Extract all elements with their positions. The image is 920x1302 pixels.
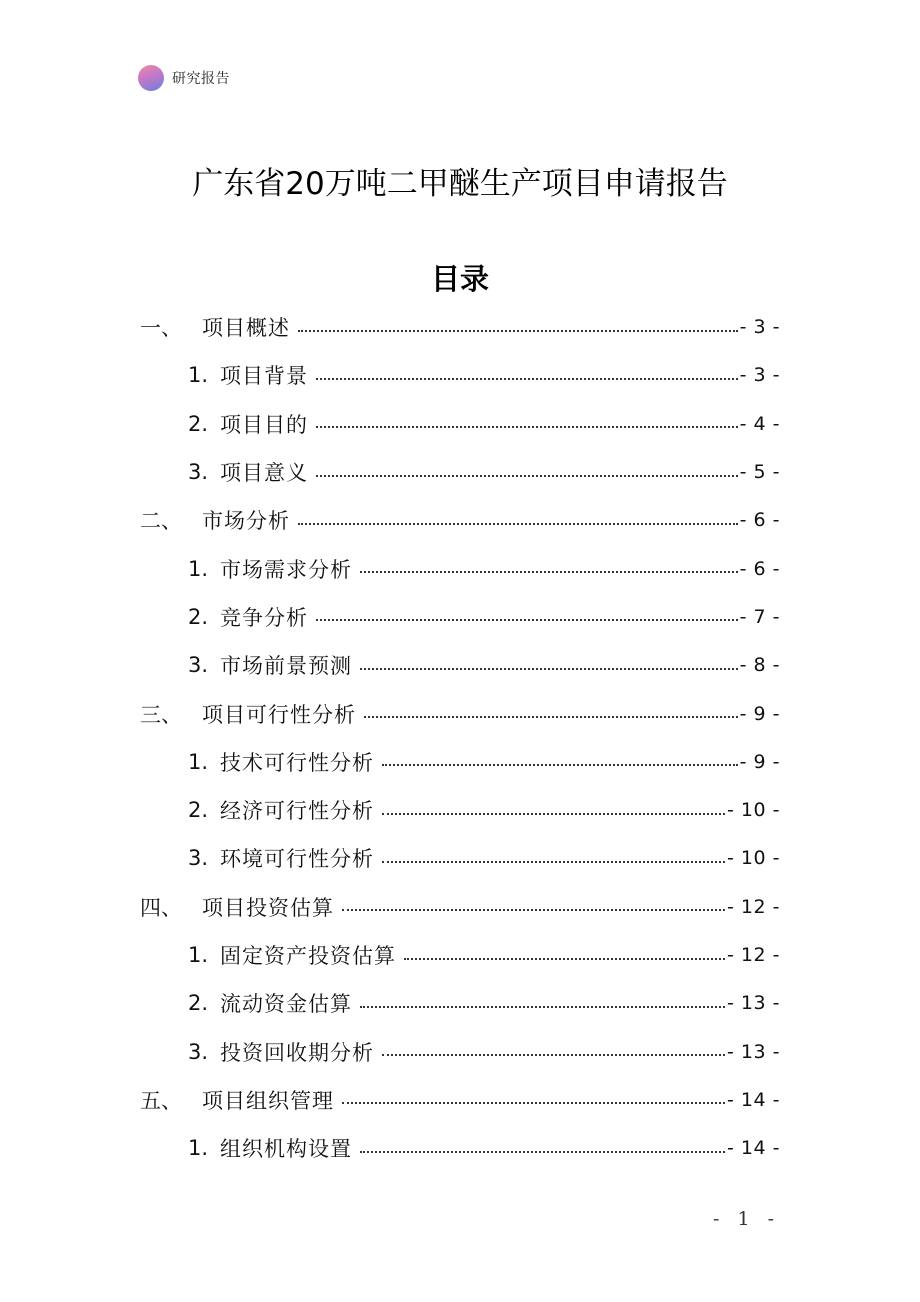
dot-leader: [316, 378, 738, 380]
toc-entry-label: 经济可行性分析: [220, 799, 374, 824]
toc-entry-page: - 7 -: [739, 605, 780, 628]
toc-entry-number: 三、: [140, 702, 182, 727]
dot-leader: [316, 475, 738, 477]
toc-entry[interactable]: [140, 738, 780, 786]
toc-entry-label: 投资回收期分析: [220, 1040, 374, 1065]
toc-entry[interactable]: [140, 834, 780, 882]
page-header: [138, 64, 230, 92]
dot-leader: [316, 619, 738, 621]
dot-leader: [360, 571, 738, 573]
toc-entry-page: - 8 -: [739, 654, 780, 677]
toc-entry[interactable]: [140, 1027, 780, 1075]
dot-leader: [342, 909, 725, 911]
toc-entry-number: 1.: [188, 1136, 209, 1161]
toc-entry-page: - 6 -: [739, 509, 780, 532]
toc-entry-number: 1.: [188, 556, 209, 581]
dot-leader: [298, 330, 738, 332]
toc-entry-number: 3.: [188, 846, 209, 871]
toc-entry[interactable]: [140, 496, 780, 544]
toc-entry-page: - 10 -: [727, 847, 780, 870]
toc-entry-number: 2.: [188, 604, 209, 629]
toc-entry-label: 项目目的: [220, 412, 308, 437]
toc-entry[interactable]: [140, 786, 780, 834]
toc-entry[interactable]: [140, 883, 780, 931]
toc-entry-number: 2.: [188, 798, 209, 823]
toc-entry-page: - 6 -: [739, 557, 780, 580]
toc-entry-label: 组织机构设置: [220, 1137, 352, 1162]
toc-entry[interactable]: [140, 689, 780, 737]
toc-entry-label: 项目概述: [202, 316, 290, 341]
dot-leader: [298, 523, 738, 525]
toc-entry-number: 1.: [188, 943, 209, 967]
dot-leader: [342, 1102, 725, 1104]
toc-entry-number: 3.: [188, 1039, 209, 1064]
toc-entry-number: 1.: [188, 363, 209, 388]
dot-leader: [316, 426, 738, 428]
toc-entry-label: 竞争分析: [220, 605, 308, 630]
toc-entry-number: 二、: [140, 509, 182, 534]
toc-entry-label: 项目投资估算: [202, 895, 334, 920]
toc-entry-label: 项目可行性分析: [202, 702, 356, 727]
toc-entry[interactable]: [140, 400, 780, 448]
circle-logo-icon: [138, 65, 164, 91]
toc-entry-number: 1.: [188, 749, 209, 774]
toc-entry-label: 项目背景: [220, 364, 308, 389]
dot-leader: [404, 958, 725, 960]
toc-entry[interactable]: [140, 1076, 780, 1124]
header-label: 研究报告: [172, 71, 230, 87]
toc-entry-page: - 13 -: [727, 992, 780, 1015]
toc-entry[interactable]: [140, 351, 780, 399]
toc-entry[interactable]: [140, 641, 780, 689]
toc-entry-page: - 5 -: [739, 461, 780, 484]
toc-entry-label: 市场需求分析: [220, 557, 352, 582]
toc-entry-label: 项目组织管理: [202, 1088, 334, 1113]
toc-entry-number: 3.: [188, 653, 209, 678]
table-of-contents: [140, 303, 780, 1172]
toc-entry-page: - 3 -: [739, 364, 780, 387]
toc-entry-page: - 12 -: [727, 895, 780, 918]
toc-entry-label: 市场分析: [202, 509, 290, 534]
toc-entry-page: - 12 -: [727, 944, 780, 966]
toc-entry-label: 市场前景预测: [220, 654, 352, 679]
toc-entry[interactable]: [140, 303, 780, 351]
toc-heading: 目录: [430, 262, 489, 296]
toc-entry-number: 2.: [188, 991, 209, 1016]
toc-entry-page: - 10 -: [727, 799, 780, 822]
toc-entry-label: 环境可行性分析: [220, 847, 374, 872]
toc-entry[interactable]: [140, 544, 780, 592]
toc-entry-label: 固定资产投资估算: [220, 944, 396, 968]
dot-leader: [360, 1151, 725, 1153]
toc-entry-page: - 14 -: [727, 1137, 780, 1160]
dot-leader: [382, 1054, 725, 1056]
toc-entry-number: 五、: [140, 1088, 182, 1113]
toc-entry[interactable]: [140, 931, 780, 979]
toc-entry-label: 流动资金估算: [220, 992, 352, 1017]
toc-entry-page: - 13 -: [727, 1040, 780, 1063]
page-number: - 1 -: [712, 1208, 780, 1230]
toc-entry-number: 3.: [188, 460, 209, 485]
toc-entry-number: 2.: [188, 411, 209, 436]
toc-entry[interactable]: [140, 593, 780, 641]
dot-leader: [364, 716, 738, 718]
toc-entry[interactable]: [140, 448, 780, 496]
toc-entry[interactable]: [140, 1124, 780, 1172]
toc-entry-page: - 9 -: [739, 750, 780, 773]
toc-entry-page: - 9 -: [739, 702, 780, 725]
dot-leader: [382, 764, 738, 766]
toc-entry-number: 一、: [140, 316, 182, 341]
toc-entry-label: 技术可行性分析: [220, 750, 374, 775]
toc-entry-label: 项目意义: [220, 461, 308, 486]
toc-entry-number: 四、: [140, 895, 182, 920]
toc-entry-page: - 14 -: [727, 1088, 780, 1111]
toc-entry-page: - 3 -: [739, 316, 780, 339]
dot-leader: [382, 813, 725, 815]
dot-leader: [360, 1006, 725, 1008]
dot-leader: [360, 668, 738, 670]
toc-entry[interactable]: [140, 979, 780, 1027]
toc-entry-page: - 4 -: [739, 412, 780, 435]
dot-leader: [382, 861, 725, 863]
document-title: 广东省20万吨二甲醚生产项目申请报告: [192, 166, 728, 202]
